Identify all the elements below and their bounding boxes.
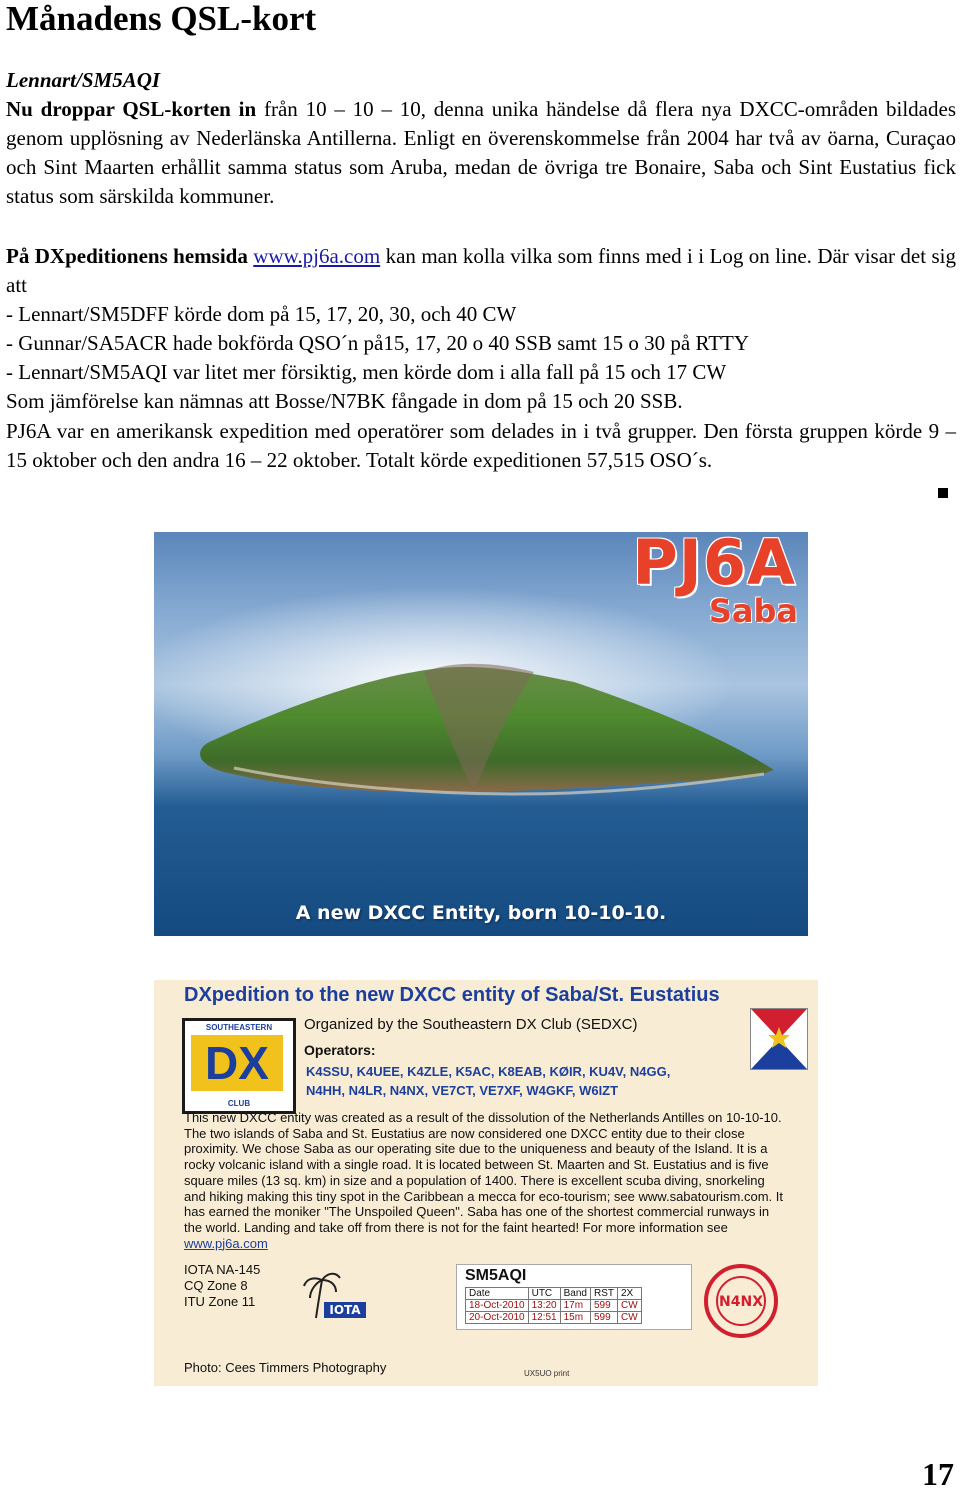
dx-club-logo [182,1018,296,1114]
log-intro-text: kan man kolla vilka som finns med i i Log on line. Där visar det sig att [6,244,956,297]
qso-header: Date [466,1288,529,1300]
logo-bottom-text: CLUB [227,1099,251,1108]
intro-text: från 10 – 10 – 10, denna unika händelse då flera nya DXCC-områden bildades genom upplösning av Nederlänska Antillerna. Enligt en överenskommelse från 2004 har två av öarna, Curaçao och Sint Maarten erhållit samma status som Aruba, medan de övriga tre Bonaire, Saba och Sint Eustatius fick status som särskilda kommuner. [6,97,956,208]
qso-cell: CW [617,1312,641,1324]
qso-cell: 20-Oct-2010 [466,1312,529,1324]
iota-logo-text: IOTA [329,1303,361,1317]
qso-cell: 18-Oct-2010 [466,1300,529,1312]
qsl-card-back [154,980,818,1386]
zone-line: ITU Zone 11 [184,1294,256,1309]
qso-label [456,1264,692,1330]
log-line: Som jämförelse kan nämnas att Bosse/N7BK fångade in dom på 15 och 20 SSB. [6,389,683,413]
qso-cell: 599 [590,1312,617,1324]
qso-cell: CW [617,1300,641,1312]
intro-lead: Nu droppar QSL-korten in [6,97,257,121]
qso-cell: 599 [590,1300,617,1312]
operators-line: N4HH, N4LR, N4NX, VE7CT, VE7XF, W4GKF, W6IZT [306,1083,619,1098]
description-text: This new DXCC entity was created as a result of the dissolution of the Netherlands Antilles on 10-10-10. The two islands of Saba and St. Eustatius are now considered one DXCC entity due to their close proximity. We chose Saba as our operating site due to the uniqueness and beauty of the Island. It is a rocky volcanic island with a single road. It is located between St. Maarten and St. Eustatius and is five square miles (13 sq. km) in size and a population of 1400. There is excellent scuba diving, snorkeling and hiking making this tiny spot in the Caribbean a mecca for eco-tourism; see www.sabatourism.com. It has earned the moniker "The Unspoiled Queen". Saba has one of the shortest commercial runways in the world. Landing and take off from there is not for the faint hearted! For more information see [184,1110,783,1235]
log-line: - Lennart/SM5AQI var litet mer försiktig, men körde dom i alla fall på 15 och 17 CW [6,360,727,384]
paragraph-intro [6,95,956,211]
zone-info [184,1262,260,1310]
qso-header-row [466,1288,642,1300]
logo-dx-text: DX [191,1035,283,1091]
qso-header: 2X [617,1288,641,1300]
photo-credit: Photo: Cees Timmers Photography [184,1360,387,1375]
log-line: - Gunnar/SA5ACR hade bokförda QSO´n på15, 17, 20 o 40 SSB samt 15 o 30 på RTTY [6,331,750,355]
qso-header: UTC [528,1288,560,1300]
qso-callsign: SM5AQI [465,1267,527,1284]
qso-cell: 17m [560,1300,590,1312]
qso-cell: 12:51 [528,1312,560,1324]
card-back-heading: DXpedition to the new DXCC entity of Saba/St. Eustatius [184,984,720,1006]
page-title: Månadens QSL-kort [6,0,317,38]
paragraph-log [6,242,956,416]
end-mark-icon [938,488,948,498]
qso-cell: 15m [560,1312,590,1324]
iota-palm-logo-icon [302,1270,370,1322]
stamp-text: N4NX [719,1294,763,1310]
card-island-name: Saba [708,592,798,630]
verified-stamp-icon [702,1262,780,1340]
card-caption: A new DXCC Entity, born 10-10-10. [295,902,667,924]
card-description [184,1110,789,1251]
operators-list [306,1062,756,1100]
operators-line: K4SSU, K4UEE, K4ZLE, K5AC, K8EAB, KØIR, KU4V, N4GG, [306,1064,671,1079]
logo-top-text: SOUTHEASTERN [205,1023,273,1032]
qso-cell: 13:20 [528,1300,560,1312]
page-number: 17 [922,1456,954,1492]
card-callsign: PJ6A [632,532,796,599]
website-link[interactable]: www.pj6a.com [253,244,381,268]
qso-header: RST [590,1288,617,1300]
log-lead: På DXpeditionens hemsida [6,244,248,268]
log-line: - Lennart/SM5DFF körde dom på 15, 17, 20, 30, och 40 CW [6,302,517,326]
organizer-line: Organized by the Southeastern DX Club (SEDXC) [304,1016,638,1033]
qso-header: Band [560,1288,590,1300]
qsl-card-front [154,532,808,936]
saba-flag-icon [750,1008,808,1070]
qso-row [466,1300,642,1312]
zone-line: CQ Zone 8 [184,1278,248,1293]
more-info-link[interactable]: www.pj6a.com [184,1235,268,1251]
qso-table [465,1287,642,1324]
qso-row [466,1312,642,1324]
author-line: Lennart/SM5AQI [6,68,161,92]
operators-label: Operators: [304,1042,376,1058]
log-intro [6,242,956,300]
paragraph-expedition: PJ6A var en amerikansk expedition med operatörer som delades in i två grupper. Den första gruppen körde 9 – 15 oktober och den andra 16 – 22 oktober. Totalt körde expeditionen 57,515 OSO´s. [6,419,956,472]
printer-credit: UX5UO print [524,1369,570,1378]
zone-line: IOTA NA-145 [184,1262,261,1277]
